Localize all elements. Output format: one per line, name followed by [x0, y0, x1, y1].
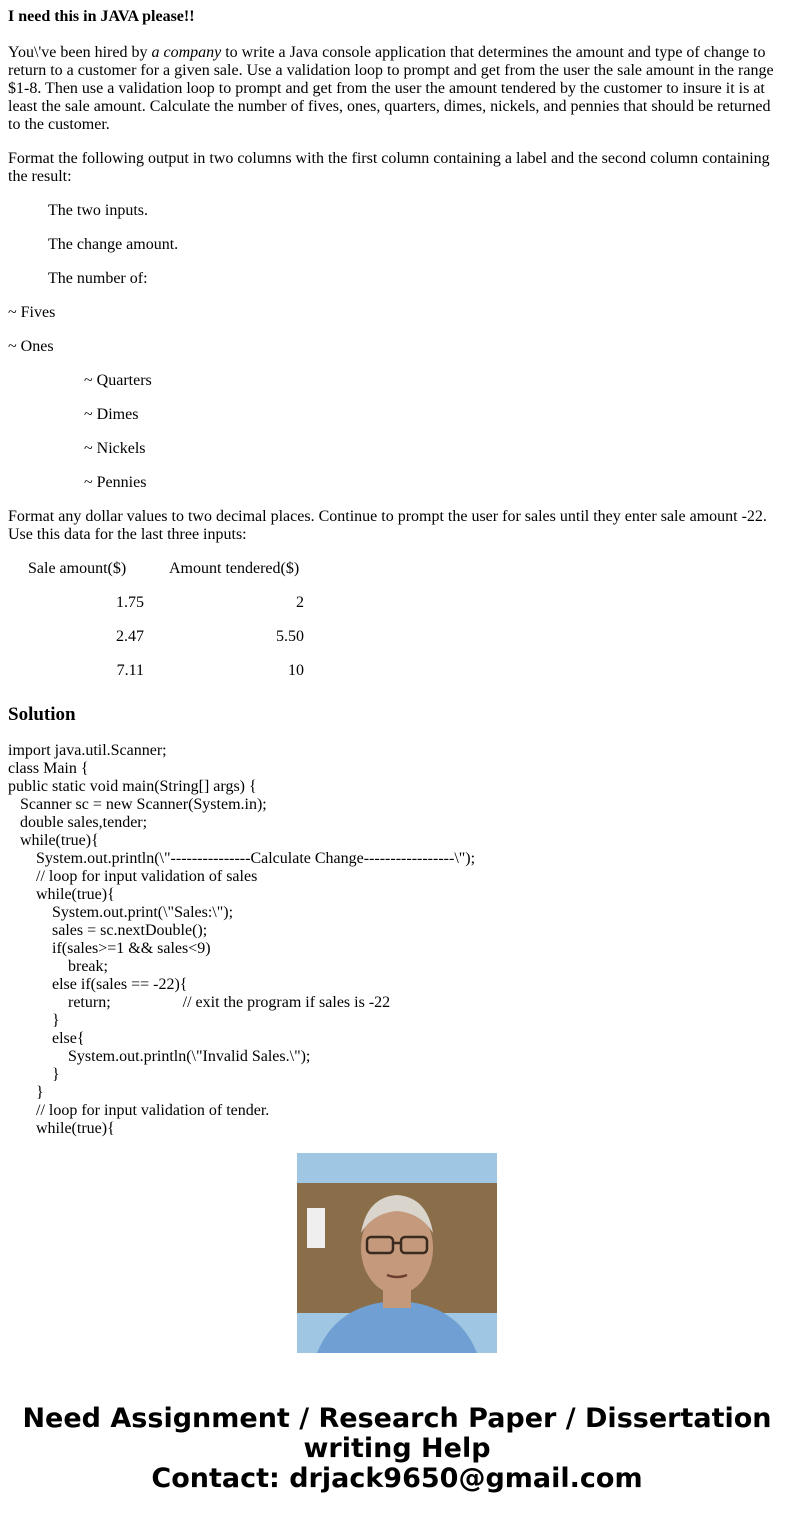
code-line: if(sales>=1 && sales<9) — [8, 940, 211, 957]
code-line: // loop for input validation of sales — [8, 868, 258, 885]
format-dollar-paragraph: Format any dollar values to two decimal places. Continue to prompt the user for sales until they enter sale amount -22. Use this data for the last three inputs: — [8, 508, 767, 543]
code-line: public static void main(String[] args) { — [8, 778, 257, 795]
code-line: break; — [8, 958, 108, 975]
sale-cell: 1.75 — [116, 594, 144, 611]
author-portrait-icon — [297, 1153, 497, 1353]
sale-cell: 7.11 — [116, 662, 144, 679]
intro-after: to write a Java console application that determines the amount and type of change to return to a customer for a given sale. Use a validation loop to prompt and get from the user the sale amount in the range $1-8. Then use a validation loop to prompt and get from the user the amount tendered by the customer to insure it is at least the sale amount. Calculate the number of fives, ones, quarters, dimes, nickels, and pennies that should be returned to the customer. — [8, 44, 774, 133]
tendered-cell: 5.50 — [276, 628, 304, 645]
coin-pennies: ~ Pennies — [84, 474, 147, 491]
coin-dimes: ~ Dimes — [84, 406, 139, 423]
promo-banner — [0, 1404, 794, 1494]
code-line: import java.util.Scanner; — [8, 742, 167, 759]
sale-cell: 2.47 — [116, 628, 144, 645]
code-line: double sales,tender; — [8, 814, 148, 831]
table-row — [28, 628, 304, 662]
author-avatar — [297, 1153, 497, 1353]
promo-line-1: Need Assignment / Research Paper / Dissertation — [22, 1403, 772, 1434]
item-change: The change amount. — [48, 236, 179, 253]
promo-line-2: writing Help — [303, 1433, 491, 1464]
col-tendered-header: Amount tendered($) — [169, 560, 300, 577]
promo-line-3: Contact: drjack9650@gmail.com — [151, 1463, 643, 1494]
solution-code — [8, 742, 778, 1137]
coin-ones: ~ Ones — [8, 338, 54, 355]
solution-heading: Solution — [8, 704, 76, 725]
code-line: // loop for input validation of tender. — [8, 1102, 270, 1119]
coin-fives: ~ Fives — [8, 304, 56, 321]
coin-nickels: ~ Nickels — [84, 440, 146, 457]
item-inputs: The two inputs. — [48, 202, 148, 219]
code-line: class Main { — [8, 760, 89, 777]
code-line: } — [8, 1066, 60, 1083]
coin-quarters: ~ Quarters — [84, 372, 152, 389]
code-line: } — [8, 1084, 44, 1101]
code-line: System.out.println(\"Invalid Sales.\"); — [8, 1048, 311, 1065]
format-intro: Format the following output in two columns with the first column containing a label and the second column containing the result: — [8, 150, 770, 185]
item-number-of: The number of: — [48, 270, 148, 287]
question-heading: I need this in JAVA please!! — [8, 8, 195, 25]
code-line: while(true){ — [8, 832, 99, 849]
table-row — [28, 662, 304, 696]
intro-paragraph — [8, 44, 778, 134]
intro-before: You\'ve been hired by — [8, 44, 152, 61]
code-line: return; // exit the program if sales is -22 — [8, 994, 391, 1011]
code-line: System.out.println(\"---------------Calculate Change-----------------\"); — [8, 850, 476, 867]
input-data-table — [28, 560, 304, 696]
tendered-cell: 10 — [288, 662, 304, 679]
col-sale-header: Sale amount($) — [28, 560, 127, 577]
question-content — [8, 8, 778, 1137]
code-line: } — [8, 1012, 60, 1029]
table-row — [28, 594, 304, 628]
avatar-switch — [307, 1208, 325, 1248]
tendered-cell: 2 — [296, 594, 304, 611]
intro-company: a company — [151, 44, 222, 61]
code-line: else{ — [8, 1030, 85, 1047]
code-line: sales = sc.nextDouble(); — [8, 922, 208, 939]
code-line: Scanner sc = new Scanner(System.in); — [8, 796, 267, 813]
table-header-row — [28, 560, 304, 594]
code-line: System.out.print(\"Sales:\"); — [8, 904, 234, 921]
code-line: else if(sales == -22){ — [8, 976, 188, 993]
code-line: while(true){ — [8, 886, 115, 903]
code-line: while(true){ — [8, 1120, 115, 1137]
